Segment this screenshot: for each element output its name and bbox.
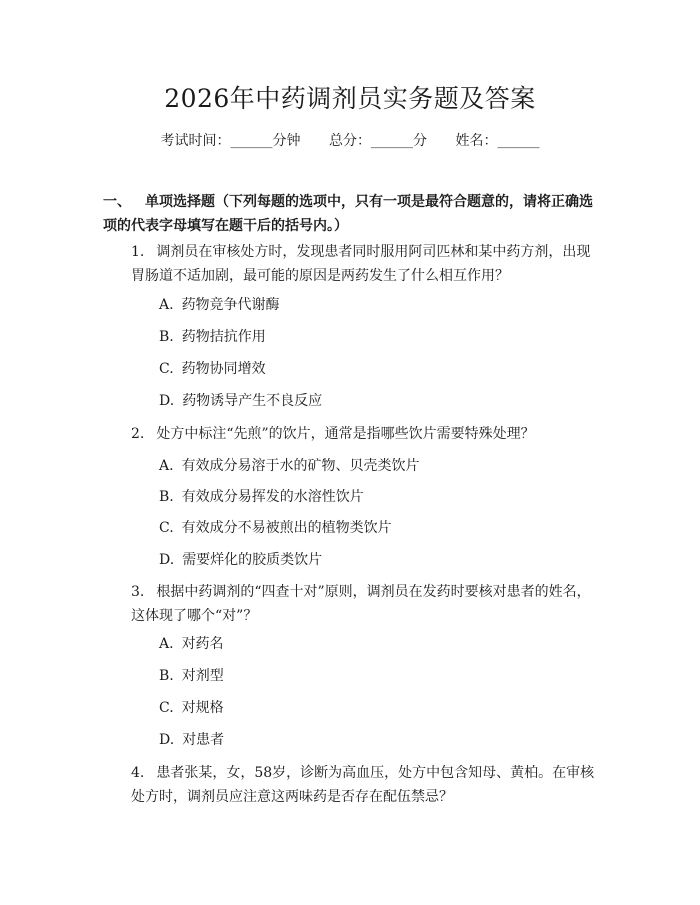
question-1-option-a (159, 295, 280, 315)
option-text: 药物诱导产生不良反应 (182, 393, 323, 409)
option-text: 药物协同增效 (181, 361, 266, 377)
question-1-text-wrap (103, 240, 603, 288)
question-number: 4. (131, 765, 145, 781)
question-2-option-c (159, 518, 392, 538)
option-text: 对剂型 (181, 668, 224, 684)
question-3-option-c (159, 698, 224, 718)
question-2-text-wrap (103, 422, 603, 446)
option-letter: C. (159, 361, 174, 377)
option-letter: A. (159, 458, 174, 474)
question-1-option-b (159, 327, 266, 347)
question-stem: 根据中药调剂的“四查十对”原则，调剂员在发药时要核对患者的姓名，这体现了哪个“对”？ (131, 584, 591, 624)
option-letter: D. (159, 393, 175, 409)
question-2-option-b (159, 487, 364, 507)
question-3 (103, 580, 603, 628)
option-letter: B. (159, 668, 174, 684)
option-letter: D. (159, 552, 175, 568)
question-3-option-d (159, 730, 224, 750)
question-stem: 调剂员在审核处方时，发现患者同时服用阿司匹林和某中药方剂，出现胃肠道不适加剧，最可能的原因是两药发生了什么相互作用？ (131, 244, 591, 284)
section-number: 一、 (103, 194, 131, 210)
name-field: 姓名：______ (455, 133, 540, 149)
question-2-option-d (159, 550, 322, 570)
option-text: 对药名 (181, 636, 224, 652)
question-stem: 处方中标注“先煎”的饮片，通常是指哪些饮片需要特殊处理？ (156, 426, 535, 442)
option-text: 有效成分易溶于水的矿物、贝壳类饮片 (181, 458, 420, 474)
exam-time-field: 考试时间：______分钟 (160, 133, 301, 149)
question-stem: 患者张某，女，58岁，诊断为高血压，处方中包含知母、黄柏。在审核处方时，调剂员应注意这两味药是否存在配伍禁忌？ (131, 765, 595, 805)
question-number: 1. (131, 244, 145, 260)
question-3-text-wrap (103, 580, 603, 628)
option-letter: D. (159, 732, 175, 748)
section-instructions: 单项选择题（下列每题的选项中，只有一项是最符合题意的，请将正确选项的代表字母填写在题干后的括号内。） (103, 194, 593, 234)
question-1-option-c (159, 359, 266, 379)
option-text: 需要烊化的胶质类饮片 (182, 552, 323, 568)
question-3-option-a (159, 634, 224, 654)
question-3-option-b (159, 666, 224, 686)
question-4 (103, 761, 603, 809)
option-text: 有效成分易挥发的水溶性饮片 (181, 489, 364, 505)
option-letter: C. (159, 520, 174, 536)
document-title: 2026年中药调剂员实务题及答案 (164, 84, 536, 113)
question-number: 3. (131, 584, 145, 600)
option-letter: A. (159, 297, 174, 313)
question-4-text-wrap (103, 761, 603, 809)
option-letter: B. (159, 489, 174, 505)
question-1 (103, 240, 603, 288)
option-text: 药物拮抗作用 (181, 329, 266, 345)
question-number: 2. (131, 426, 145, 442)
section-heading (103, 190, 603, 238)
total-score-field: 总分：______分 (329, 133, 427, 149)
option-letter: C. (159, 700, 174, 716)
question-2 (103, 422, 603, 446)
option-text: 药物竞争代谢酶 (181, 297, 280, 313)
option-letter: B. (159, 329, 174, 345)
option-text: 对规格 (181, 700, 224, 716)
exam-meta (0, 131, 700, 151)
option-text: 对患者 (182, 732, 225, 748)
question-1-option-d (159, 391, 322, 411)
option-text: 有效成分不易被煎出的植物类饮片 (181, 520, 392, 536)
question-2-option-a (159, 456, 420, 476)
option-letter: A. (159, 636, 174, 652)
